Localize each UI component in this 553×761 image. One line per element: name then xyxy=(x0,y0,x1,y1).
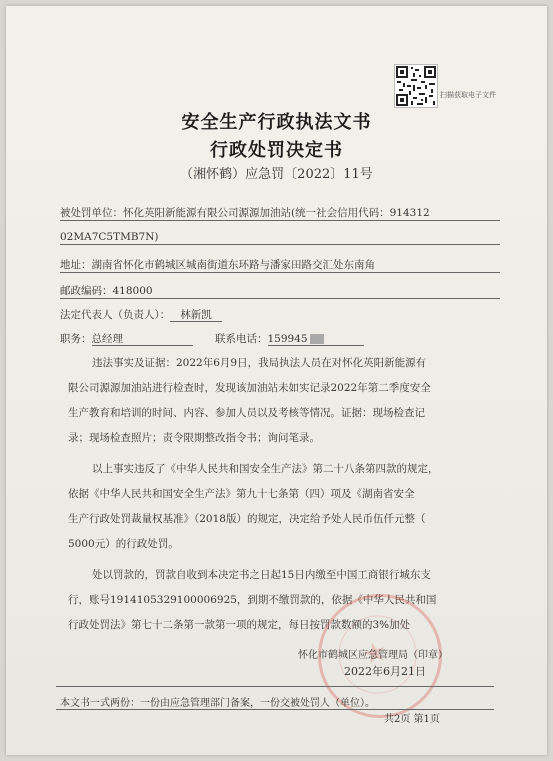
penalized-party-value: 怀化英阳新能源有限公司源源加油站(统一社会信用代码：914312 xyxy=(123,207,430,219)
address-label: 地址： xyxy=(60,259,92,271)
penalized-party-value-cont: 02MA7C5TMB7N) xyxy=(60,231,159,243)
qr-code-icon xyxy=(394,64,438,108)
footer-divider-top xyxy=(56,686,494,687)
payment-line-1: 处以罚款的，罚款自收到本决定书之日起15日内缴至中国工商银行城东支 xyxy=(92,569,431,581)
issue-date: 2022年6月21日 xyxy=(344,665,426,678)
penalized-party-row xyxy=(60,201,500,221)
address-value: 湖南省怀化市鹤城区城南街道东环路与潘家田路交汇处东南角 xyxy=(91,259,375,271)
law-line-3: 生产行政处罚裁量权基准》（2018版）的规定，决定给予处人民币伍仟元整（ xyxy=(68,513,426,525)
seal-star-icon: ★ xyxy=(358,633,391,672)
position-value: 总经理 xyxy=(92,333,194,346)
redaction-mask xyxy=(310,334,324,344)
facts-line-2: 限公司源源加油站进行检查时，发现该加油站未如实记录2022年第二季度安全 xyxy=(68,382,431,394)
law-line-1: 以上事实违反了《中华人民共和国安全生产法》第二十八条第四款的规定， xyxy=(92,463,439,475)
document-subtitle: 行政处罚决定书 xyxy=(210,140,343,161)
address-row xyxy=(60,253,500,273)
postcode-row xyxy=(60,279,500,299)
position-phone-row xyxy=(60,327,500,346)
payment-line-3: 行政处罚法》第七十二条第一款第一项的规定，每日按罚款数额的3%加处 xyxy=(68,619,411,631)
qr-caption: 扫描获取电子文件 xyxy=(440,91,496,99)
legal-rep-row xyxy=(60,303,500,322)
legal-rep-value: 林新凯 xyxy=(170,309,222,322)
postcode-value: 418000 xyxy=(112,285,153,297)
payment-line-2: 行，账号1914105329100006925，到期不缴罚款的，依据《中华人民共和国 xyxy=(68,594,437,606)
page-info: 共2页 第1页 xyxy=(384,714,440,725)
postcode-label: 邮政编码： xyxy=(60,285,113,297)
phone-label: 联系电话： xyxy=(215,333,268,345)
legal-rep-label: 法定代表人（负责人）： xyxy=(60,309,171,321)
phone-value xyxy=(268,333,364,346)
document-page xyxy=(6,6,547,755)
facts-line-4: 录；现场检查照片；责令限期整改指令书；询问笔录。 xyxy=(68,432,320,444)
penalized-party-row-2 xyxy=(60,225,500,245)
phone-number: 159945 xyxy=(267,333,308,345)
document-title: 安全生产行政执法文书 xyxy=(181,112,372,133)
law-line-2: 依据《中华人民共和国安全生产法》第九十七条第（四）项及《湖南省安全 xyxy=(68,488,415,500)
facts-line-1: 违法事实及证据：2022年6月9日，我局执法人员在对怀化英阳新能源有 xyxy=(92,357,427,369)
facts-line-3: 生产教育和培训的时间、内容、参加人员以及考核等情况。证据：现场检查记 xyxy=(68,407,425,419)
issuing-agency: 怀化市鹤城区应急管理局（印章） xyxy=(298,650,448,661)
position-label: 职务： xyxy=(60,333,92,345)
penalized-party-label: 被处罚单位： xyxy=(60,207,123,219)
law-line-4: 5000元）的行政处罚。 xyxy=(68,538,179,550)
distribution-note: 本文书一式两份：一份由应急管理部门备案，一份交被处罚人（单位）。 xyxy=(60,698,375,709)
document-number: （湘怀鹤）应急罚〔2022〕11号 xyxy=(180,167,373,182)
